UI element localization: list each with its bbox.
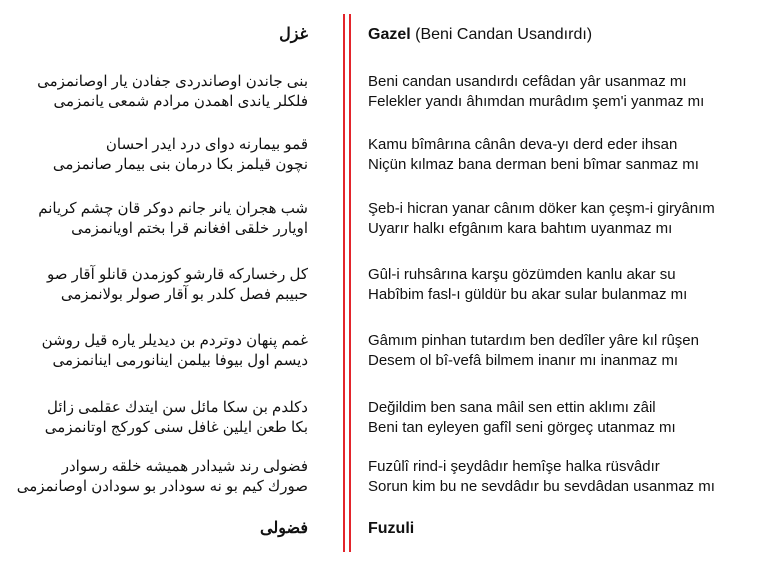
title-subtitle: (Beni Candan Usandırdı)	[410, 26, 593, 43]
turkish-title	[368, 25, 592, 45]
ottoman-verse-line: دیسم اول بیوفا بیلمن اینانورمی اینانمزمی	[52, 352, 308, 369]
turkish-verse-line: Fuzûlî rind-i şeydâdır hemîşe halka rüsvâdır	[368, 458, 660, 475]
ottoman-verse-line: صورك کیم بو نه سودادر بو سودادن اوصانمزمی	[16, 478, 308, 495]
turkish-verse-line: Sorun kim bu ne sevdâdır bu sevdâdan usanmaz mı	[368, 478, 715, 495]
title-bold: Gazel	[368, 26, 411, 43]
turkish-verse-line: Beni candan usandırdı cefâdan yâr usanmaz mı	[368, 73, 687, 90]
ottoman-verse-line: اویارر خلقی افغانم قرا بختم اویانمزمی	[71, 220, 308, 237]
ottoman-verse-line: حبیبم فصل کلدر بو آقار صولر بولانمزمی	[60, 286, 308, 303]
turkish-verse-line: Gâmım pinhan tutardım ben dedîler yâre kıl rûşen	[368, 332, 699, 349]
divider-line-right	[349, 14, 351, 552]
turkish-verse-line: Uyarır halkı efgânım kara bahtım uyanmaz mı	[368, 220, 673, 237]
ottoman-verse-line: بنی جاندن اوصاندردی جفادن یار اوصانمزمی	[37, 73, 308, 90]
turkish-verse-line: Gûl-i ruhsârına karşu gözümden kanlu akar su	[368, 266, 676, 283]
turkish-verse-line: Beni tan eyleyen gafîl seni görgeç utanmaz mı	[368, 419, 676, 436]
turkish-verse-line: Habîbim fasl-ı güldür bu akar sular bulanmaz mı	[368, 286, 688, 303]
ottoman-verse-line: کل رخسارکه قارشو کوزمدن قانلو آقار صو	[46, 266, 308, 283]
turkish-verse-line: Niçün kılmaz bana derman beni bîmar sanmaz mı	[368, 156, 699, 173]
turkish-verse-line: Şeb-i hicran yanar cânım döker kan çeşm-i giryânım	[368, 200, 715, 217]
ottoman-author: فضولی	[260, 520, 308, 537]
turkish-verse-line: Değildim ben sana mâil sen ettin aklımı zâil	[368, 399, 656, 416]
divider-line-left	[343, 14, 345, 552]
turkish-verse-line: Desem ol bî-vefâ bilmem inanır mı inanmaz mı	[368, 352, 679, 369]
ottoman-verse-line: نچون قیلمز بکا درمان بنی بیمار صانمزمی	[52, 156, 308, 173]
ottoman-verse-line: شب هجران یانر جانم دوکر قان چشم کریانم	[38, 200, 308, 217]
turkish-author: Fuzuli	[368, 520, 415, 537]
ottoman-verse-line: فلکلر یاندی اهمدن مرادم شمعی یانمزمی	[53, 93, 308, 110]
turkish-verse-line: Felekler yandı âhımdan murâdım şem'i yanmaz mı	[368, 93, 705, 110]
ottoman-verse-line: بکا طعن ایلین غافل سنی کورکج اوتانمزمی	[44, 419, 308, 436]
ottoman-verse-line: فضولی رند شیدادر همیشه خلقه رسوادر	[61, 458, 308, 475]
ottoman-verse-line: دکلدم بن سکا مائل سن ایتدك عقلمی زائل	[47, 399, 308, 416]
turkish-verse-line: Kamu bîmârına cânân deva-yı derd eder ihsan	[368, 136, 678, 153]
ottoman-title: غزل	[279, 26, 308, 43]
ottoman-verse-line: غمم پنهان دوتردم بن دیدیلر یاره قیل روشن	[41, 332, 308, 349]
ottoman-verse-line: قمو بیمارنه دوای درد ایدر احسان	[105, 136, 308, 153]
